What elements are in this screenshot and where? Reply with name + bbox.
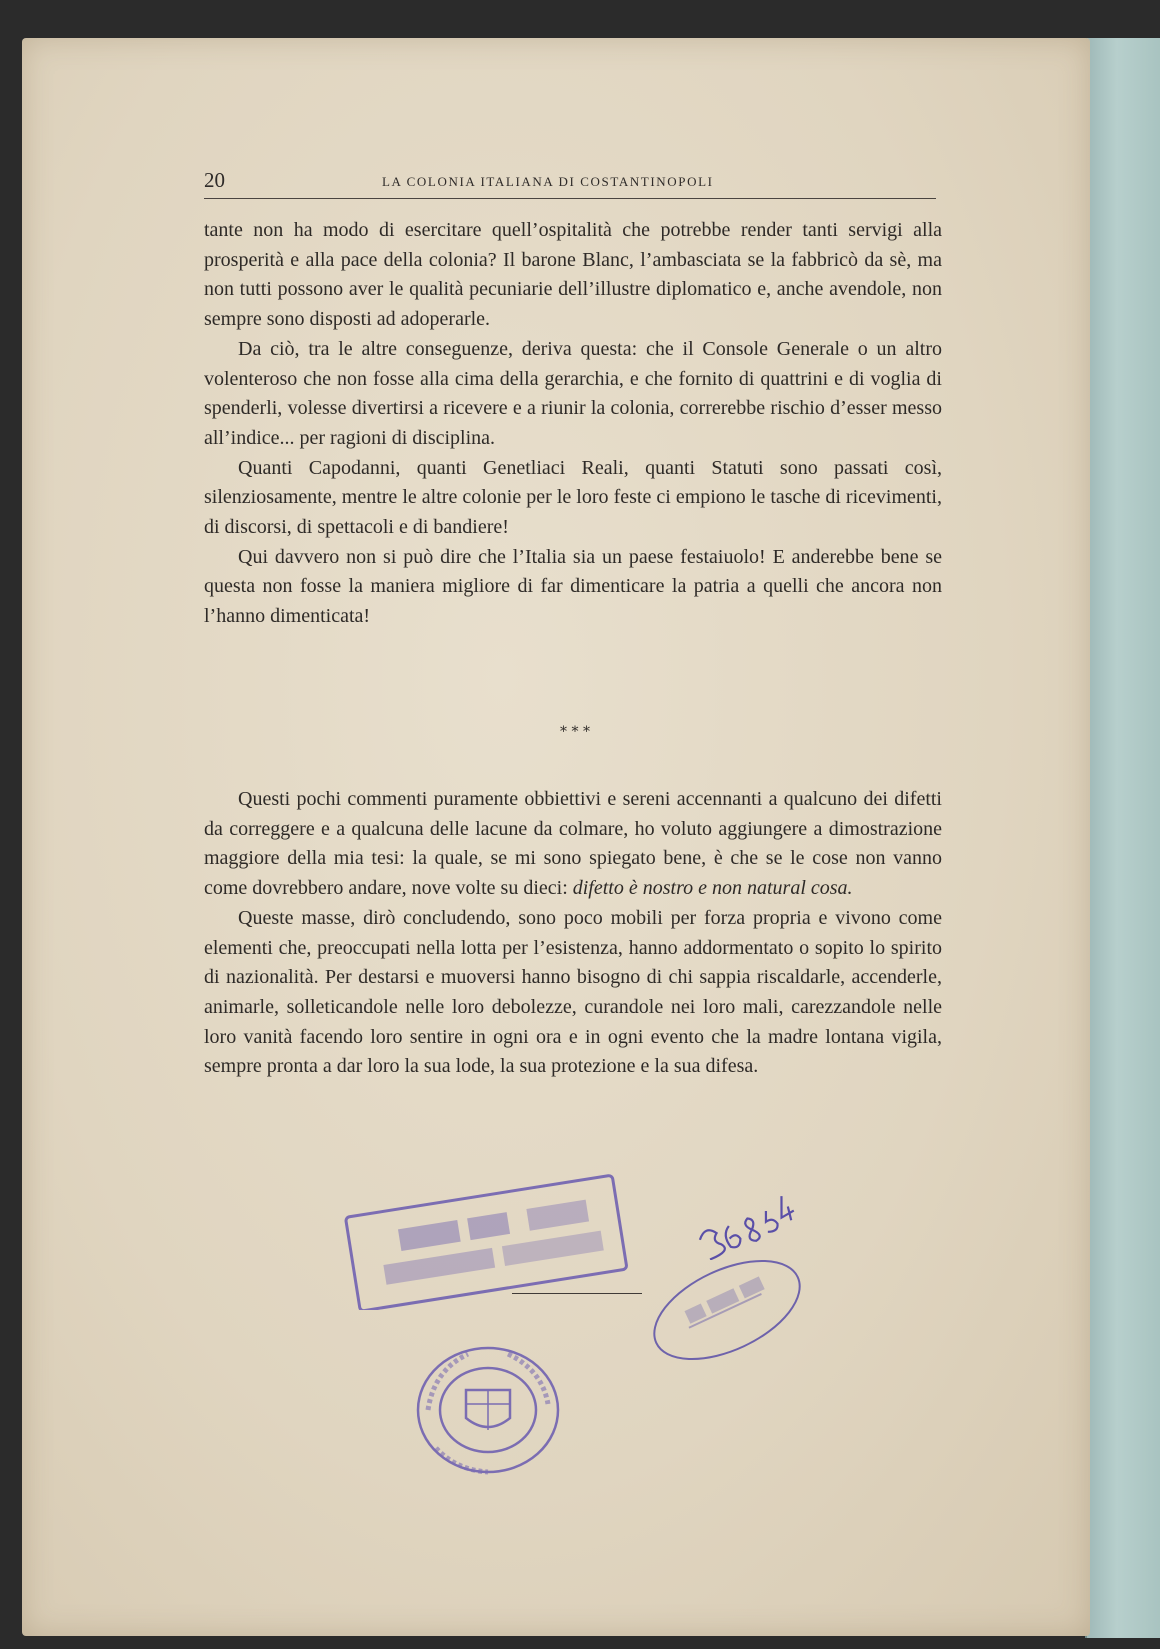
paragraph-2: Da ciò, tra le altre conseguenze, deriva questa: che il Console Generale o un altro volenteroso che non fosse alla cima della gerarchia, e che fornito di quattrini e di voglia di spenderli, volesse divertirsi a ricevere e a riunir la colonia, correrebbe rischio d’esser messo all’indice... per ragioni di disciplina. xyxy=(204,337,942,449)
paragraph-6: Queste masse, dirò concludendo, sono poco mobili per forza propria e vivono come elementi che, preoccupati nella lotta per l’esistenza, hanno addormentato o sopito lo spirito di nazionalità. Per destarsi e muoversi hanno bisogno di chi sappia riscaldarle, accenderle, animarle, solleticandole nelle loro debolezze, curandole nei loro mali, carezzandole nelle loro vanità facendo loro sentire in ogni ora e in ogni evento che la madre lontana vigila, sempre pronta a dar loro la sua lode, la sua protezione e la sua difesa. xyxy=(204,906,942,1078)
paragraph-4: Qui davvero non si può dire che l’Italia sia un paese festaiuolo! E anderebbe bene se questa non fosse la maniera migliore di far dimenticare la patria a quelli che ancora non l’hanno dimenticata! xyxy=(204,545,942,628)
paragraph-5 xyxy=(204,785,942,904)
paragraph-5-text: Questi pochi commenti puramente obbiettivi e sereni accennanti a qualcuno dei difetti da correggere e a qualcuna delle lacune da colmare, ho voluto aggiungere a dimostrazione maggiore della mia tesi: la quale, se mi sono spiegato bene, è che se le cose non vanno come dovrebbero andare, nove volte su dieci: xyxy=(204,788,942,900)
library-seal xyxy=(408,1340,568,1480)
running-title: LA COLONIA ITALIANA DI COSTANTINOPOLI xyxy=(382,174,714,189)
next-page-edge xyxy=(1085,38,1160,1638)
body-text-lower xyxy=(204,785,942,1082)
page-number: 20 xyxy=(204,168,225,192)
section-separator: * * * xyxy=(560,724,590,740)
accession-number-handwritten xyxy=(690,1190,810,1260)
paragraph-3: Quanti Capodanni, quanti Genetliaci Reali, quanti Statuti sono passati così, silenziosamente, mentre le altre colonie per le loro feste ci empiono le tasche di ricevimenti, di discorsi, di spettacoli e di bandiere! xyxy=(204,456,942,539)
page-header xyxy=(204,168,936,199)
donation-stamp xyxy=(340,1160,640,1310)
paragraph-5-quote: difetto è nostro e non natural cosa. xyxy=(572,877,853,900)
paragraph-1: tante non ha modo di esercitare quell’ospitalità che potrebbe render tanti servigi alla prosperità e alla pace della colonia? Il barone Blanc, l’ambasciata se la fabbricò da sè, ma non tutti possono aver le qualità pecuniarie dell’illustre diplomatico e, anche avendole, non sempre sono disposti ad adoperarle. xyxy=(204,219,942,331)
body-text-upper xyxy=(204,216,942,632)
date-stamp xyxy=(640,1255,815,1365)
